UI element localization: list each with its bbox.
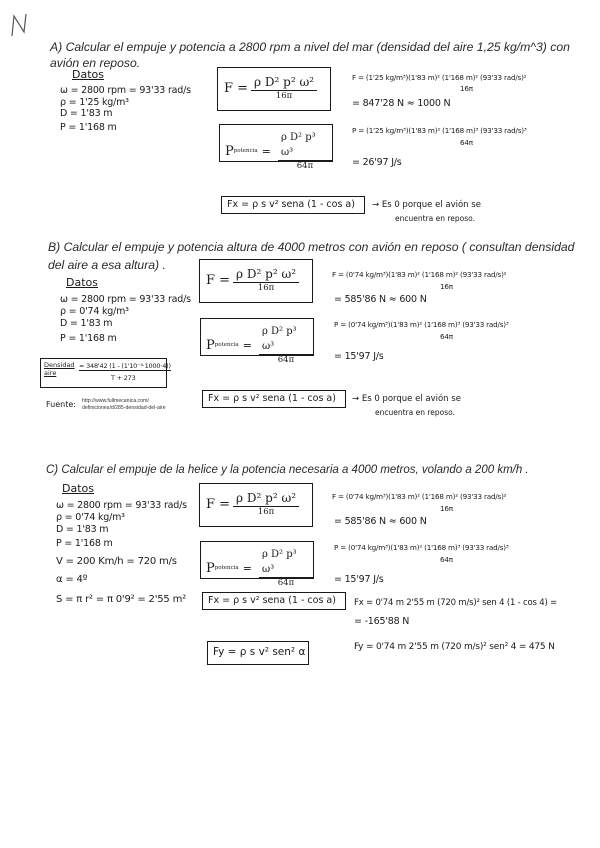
density-denominator: T + 273 [111, 374, 136, 382]
power-lhs-c: P [206, 560, 215, 576]
fx-formula-c: Fx = ρ s v² sena (1 - cos a) [208, 595, 336, 606]
note-b-line2: encuentra en reposo. [375, 408, 455, 417]
datos-alpha-c: α = 4º [56, 574, 88, 585]
power-result-b: = 15'97 J/s [334, 351, 384, 362]
fuente-url-line1[interactable]: http://www.fullmecanica.com/ [82, 398, 149, 404]
corner-pencil-mark [10, 12, 42, 38]
thrust-numerator-b: ρ D² p² ω² [233, 267, 299, 283]
power-eq-c: = [242, 561, 252, 575]
section-b-title: B) Calcular el empuje y potencia altura de 4000 metros con avión en reposo ( consultan densidad [48, 240, 575, 254]
fx-formula-box-a [221, 196, 365, 214]
datos-label-c: Datos [62, 482, 94, 495]
thrust-formula-box-c [199, 483, 313, 527]
power-sub-a: potencia [233, 148, 258, 154]
note-a-line1: → Es 0 porque el avión se [372, 200, 481, 210]
fy-formula-box-c [207, 641, 309, 665]
power-calc-b: P = (0'74 kg/m³)(1'83 m)² (1'168 m)³ (93'33 rad/s)³ [334, 320, 509, 329]
note-a-line2: encuentra en reposo. [395, 214, 475, 223]
fuente-url-line2[interactable]: definiciones/d/285-densidad-del-aire [82, 405, 166, 411]
thrust-lhs-a: F = [224, 81, 249, 96]
datos-rho-a: ρ = 1'25 kg/m³ [60, 97, 129, 108]
thrust-lhs-c: F = [206, 497, 231, 512]
power-result-a: = 26'97 J/s [352, 157, 402, 168]
fx-formula-b: Fx = ρ s v² sena (1 - cos a) [208, 393, 336, 404]
datos-omega-a: ω = 2800 rpm = 93'33 rad/s [60, 85, 191, 96]
fx-formula-a: Fx = ρ s v² sena (1 - cos a) [227, 199, 355, 210]
power-sub-b: potencia [214, 342, 239, 348]
fuente-label: Fuente: [46, 400, 76, 409]
datos-d-a: D = 1'83 m [60, 108, 113, 119]
section-c-title: C) Calcular el empuje de la helice y la potencia necesaria a 4000 metros, volando a 200 km/h . [46, 464, 529, 476]
thrust-formula-box-b [199, 259, 313, 303]
fy-calc-c: Fy = 0'74 m 2'55 m (720 m/s)² sen² 4 = 475 N [354, 642, 555, 652]
power-sub-c: potencia [214, 565, 239, 571]
power-calc-den-a: 64π [460, 138, 473, 147]
power-calc-den-c: 64π [440, 555, 453, 564]
section-b-title-cont: del aire a esa altura) . [48, 258, 166, 272]
power-denominator-c: 64π [277, 578, 295, 588]
thrust-result-a: = 847'28 N ≈ 1000 N [352, 98, 451, 109]
density-numerator: = 348'42 (1 - (1'10⁻⁴·1000·4)) [79, 362, 171, 370]
datos-d-c: D = 1'83 m [56, 524, 109, 535]
thrust-numerator-c: ρ D² p² ω² [233, 491, 299, 507]
power-numerator-c: ρ D² p³ ω³ [259, 547, 313, 578]
section-a-title-cont: avión en reposo. [50, 56, 141, 70]
datos-label-b: Datos [66, 276, 98, 289]
fy-formula-c: Fy = ρ s v² sen² α [213, 646, 306, 658]
fx-calc-c: Fx = 0'74 m 2'55 m (720 m/s)² sen 4 (1 - cos 4) = [354, 598, 557, 608]
thrust-denominator-a: 16π [275, 91, 293, 101]
surface-area-c: S = π r² = π 0'9² = 2'55 m² [56, 594, 186, 605]
power-eq-b: = [242, 338, 252, 352]
fx-formula-box-b [202, 390, 346, 408]
thrust-calc-c: F = (0'74 kg/m³)(1'83 m)² (1'168 m)² (93'33 rad/s)² [332, 492, 507, 501]
thrust-calc-den-c: 16π [440, 504, 453, 513]
power-eq-a: = [261, 144, 271, 158]
thrust-calc-a: F = (1'25 kg/m³)(1'83 m)² (1'168 m)² (93'33 rad/s)² [352, 73, 527, 82]
datos-omega-b: ω = 2800 rpm = 93'33 rad/s [60, 294, 191, 305]
datos-label-a: Datos [72, 68, 104, 81]
thrust-result-b: = 585'86 N ≈ 600 N [334, 294, 427, 305]
power-denominator-a: 64π [296, 161, 314, 171]
thrust-calc-den-a: 16π [460, 84, 473, 93]
thrust-denominator-b: 16π [257, 283, 275, 293]
power-numerator-a: ρ D² p³ ω³ [278, 130, 332, 161]
power-numerator-b: ρ D² p³ ω³ [259, 324, 313, 355]
datos-p-c: P = 1'168 m [56, 538, 113, 549]
density-label: Densidad aire [44, 361, 75, 377]
power-calc-den-b: 64π [440, 332, 453, 341]
thrust-denominator-c: 16π [257, 507, 275, 517]
datos-rho-b: ρ = 0'74 kg/m³ [60, 306, 129, 317]
fx-result-c: = -165'88 N [354, 616, 410, 627]
thrust-calc-b: F = (0'74 kg/m³)(1'83 m)² (1'168 m)² (93'33 rad/s)² [332, 270, 507, 279]
thrust-result-c: = 585'86 N ≈ 600 N [334, 516, 427, 527]
thrust-calc-den-b: 16π [440, 282, 453, 291]
section-a-title: A) Calcular el empuje y potencia a 2800 rpm a nivel del mar (densidad del aire 1,25 kg/m^3) con [50, 40, 570, 54]
thrust-lhs-b: F = [206, 273, 231, 288]
power-calc-a: P = (1'25 kg/m³)(1'83 m)² (1'168 m)³ (93'33 rad/s)³ [352, 126, 527, 135]
thrust-formula-box-a [217, 67, 331, 111]
datos-p-b: P = 1'168 m [60, 333, 117, 344]
power-calc-c: P = (0'74 kg/m³)(1'83 m)² (1'168 m)³ (93'33 rad/s)³ [334, 543, 509, 552]
thrust-numerator-a: ρ D² p² ω² [251, 75, 317, 91]
power-lhs-a: P [225, 143, 234, 159]
fx-formula-box-c [202, 592, 346, 610]
datos-d-b: D = 1'83 m [60, 318, 113, 329]
datos-p-a: P = 1'168 m [60, 122, 117, 133]
datos-omega-c: ω = 2800 rpm = 93'33 rad/s [56, 500, 187, 511]
density-formula-box [40, 358, 171, 388]
power-denominator-b: 64π [277, 355, 295, 365]
datos-v-c: V = 200 Km/h = 720 m/s [56, 556, 177, 567]
power-result-c: = 15'97 J/s [334, 574, 384, 585]
datos-rho-c: ρ = 0'74 kg/m³ [56, 512, 125, 523]
note-b-line1: → Es 0 porque el avión se [352, 394, 461, 404]
power-lhs-b: P [206, 337, 215, 353]
